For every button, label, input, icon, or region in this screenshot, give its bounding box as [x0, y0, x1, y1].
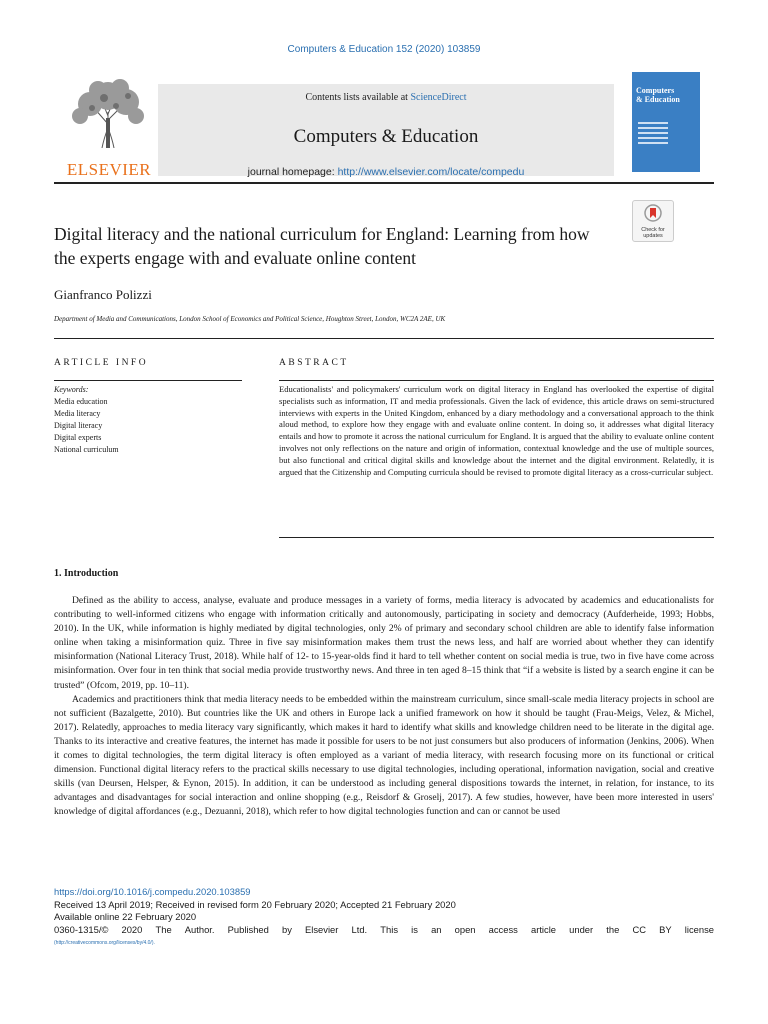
- header-divider: [54, 182, 714, 184]
- journal-homepage-link[interactable]: http://www.elsevier.com/locate/compedu: [337, 166, 525, 178]
- bookmark-ribbon-icon: [644, 204, 662, 222]
- license-word: 2020: [121, 924, 143, 936]
- elsevier-wordmark: ELSEVIER: [66, 160, 152, 179]
- check-for-updates-button[interactable]: [632, 200, 674, 242]
- license-word: 0360-1315/©: [54, 924, 109, 936]
- license-word: CC: [632, 924, 646, 936]
- license-word: BY: [659, 924, 672, 936]
- journal-cover-image[interactable]: [632, 72, 700, 172]
- journal-header-box: [158, 84, 614, 176]
- license-word: Elsevier: [305, 924, 339, 936]
- license-word: Ltd.: [351, 924, 368, 936]
- journal-title: Computers & Education: [293, 126, 479, 147]
- cover-title-line-1: Computers: [636, 86, 675, 95]
- license-word: by: [281, 924, 292, 936]
- author-affiliation: Department of Media and Communications, London School of Economics and Political Science, Houghton Street, London, WC2A 2AE, UK: [54, 315, 446, 323]
- author-name: Gianfranco Polizzi: [54, 287, 152, 302]
- received-dates: Received 13 April 2019; Received in revised form 20 February 2020; Accepted 21 February 2020: [54, 898, 456, 910]
- affiliation-divider: [54, 338, 714, 339]
- license-word: This: [380, 924, 399, 936]
- abstract-text: Educationalists' and policymakers' curriculum work on digital literacy in England has overlooked the expertise of digital specialists such as information, IT and media professionals. Given the lack of evidence, this article draws on semi-structured interviews with experts in the United Kingdom, enhanced by a diary methodology and a conversational approach to the think aloud method, to explore how they engage with and evaluate online content. In doing so, it addresses what digital literacy entails and how to promote it across the national curriculum for England. It is argued that the ability to evaluate online content involves not only reflections on the nature and origin of information, contextual knowledge and the use of multiple sources, but also functional and critical digital skills and knowledge about the internet and the digital environment. Relatedly, it is argued that the Citizenship and Computing curricula should be revised to promote digital literacy as a cross-curricular subject.: [279, 384, 714, 477]
- contents-prefix: Contents lists available at: [305, 92, 411, 103]
- journal-banner: [54, 72, 714, 182]
- license-word: access: [488, 924, 518, 936]
- keyword-item[interactable]: Media literacy: [54, 409, 101, 418]
- keywords-label: Keywords:: [54, 385, 89, 394]
- elsevier-tree-icon: [66, 78, 150, 148]
- abstract-heading: ABSTRACT: [279, 358, 349, 368]
- doi-link[interactable]: https://doi.org/10.1016/j.compedu.2020.103859: [54, 886, 251, 897]
- article-info-divider: [54, 380, 242, 381]
- homepage-prefix: journal homepage:: [247, 166, 338, 178]
- available-online-date: Available online 22 February 2020: [54, 911, 197, 923]
- keyword-item[interactable]: Digital experts: [54, 433, 102, 442]
- license-word: The: [155, 924, 172, 936]
- cover-title-line-2: & Education: [636, 95, 680, 104]
- introduction-heading: 1. Introduction: [54, 568, 119, 579]
- license-word: Published: [227, 924, 269, 936]
- article-footer: [54, 886, 714, 950]
- introduction-paragraph-2: Academics and practitioners think that media literacy needs to be embedded within the mainstream curriculum, since small-scale media literacy projects in school are not sufficient (Bazalgette, 2010). But countries like the UK and others in Europe lack a unified framework on how it should be taught (Frau-Meigs, Velez, & Michel, 2017). Relatedly, approaches to media literacy vary significantly, which makes it hard to identify what skills and knowledge children need to be literate in the digital age. Thanks to its interactive and creative features, the internet has made it possible for users to be not just consumers but also producers of information (Jenkins, 2006). When it comes to digital technologies, the term digital literacy is often employed as a variant of media literacy, with research focusing more on its functional or critical dimension. Functional digital literacy refers to the practical skills necessary to use digital technologies, including operational, information navigation, social and creative skills (van Deursen, Helsper, & Eynon, 2015). In addition, it can be understood as including general dispositions towards the internet, in relation, for instance, to its advantages and disadvantages for social interaction and online shopping (e.g., Reisdorf & Groselj, 2017). A few studies, however, have been more interested in users' knowledge of digital affordances (e.g., Dezuanni, 2018), which refer to how digital technologies function and can or cannot be used: [54, 693, 714, 818]
- cover-title: [636, 86, 680, 104]
- license-statement: [54, 924, 714, 937]
- license-word: under: [569, 924, 594, 936]
- abstract-bottom-divider: [279, 537, 714, 538]
- license-word: license: [684, 924, 714, 936]
- license-word: the: [606, 924, 620, 936]
- check-updates-label: [633, 227, 673, 239]
- keyword-item[interactable]: Media education: [54, 397, 108, 406]
- sciencedirect-link[interactable]: ScienceDirect: [410, 92, 467, 103]
- journal-homepage-line: [158, 166, 614, 178]
- elsevier-logo[interactable]: [54, 78, 164, 178]
- journal-reference[interactable]: Computers & Education 152 (2020) 103859: [287, 44, 481, 55]
- introduction-paragraph-1: Defined as the ability to access, analyse, evaluate and produce messages in a variety of forms, media literacy is advocated by academics and educationalists for contributing to well-informed citizens who engage with information critically and autonomously, participating in society and democracy (Aufderheide, 1993; Hobbs, 2010). In the UK, while information is highly mediated by digital technologies, only 2% of primary and secondary school children are able to identify false information online when taking a misinformation quiz. Three in five say misinformation makes them trust the news less, and half are worried about whether they can identify misinformation (National Literacy Trust, 2018). While half of 12- to 15-year-olds find it hard to tell whether content on social media is true, two in five have come across misinformation. Over four in ten think that social media provide trustworthy news. And three in ten aged 8–15 think that “if a website is listed by a search engine it can be trusted” (Ofcom, 2019, pp. 10–11).: [54, 595, 714, 691]
- contents-line: [158, 92, 614, 103]
- article-info-heading: ARTICLE INFO: [54, 358, 149, 368]
- introduction-body: [54, 594, 714, 820]
- check-updates-line-2: updates: [643, 233, 663, 239]
- license-word: open: [454, 924, 476, 936]
- keyword-item[interactable]: National curriculum: [54, 445, 119, 454]
- license-url-link[interactable]: (http://creativecommons.org/licenses/by/4.0/).: [54, 939, 155, 946]
- license-word: Author.: [184, 924, 215, 936]
- license-word: is: [411, 924, 418, 936]
- license-word: article: [530, 924, 556, 936]
- check-updates-line-1: Check for: [641, 227, 665, 233]
- article-title: Digital literacy and the national curriculum for England: Learning from how the experts engage with and evaluate online content: [54, 224, 590, 268]
- abstract-divider: [279, 380, 714, 381]
- keyword-item[interactable]: Digital literacy: [54, 421, 103, 430]
- keywords-list: [54, 384, 242, 456]
- license-word: an: [431, 924, 442, 936]
- cover-decoration: [638, 122, 668, 147]
